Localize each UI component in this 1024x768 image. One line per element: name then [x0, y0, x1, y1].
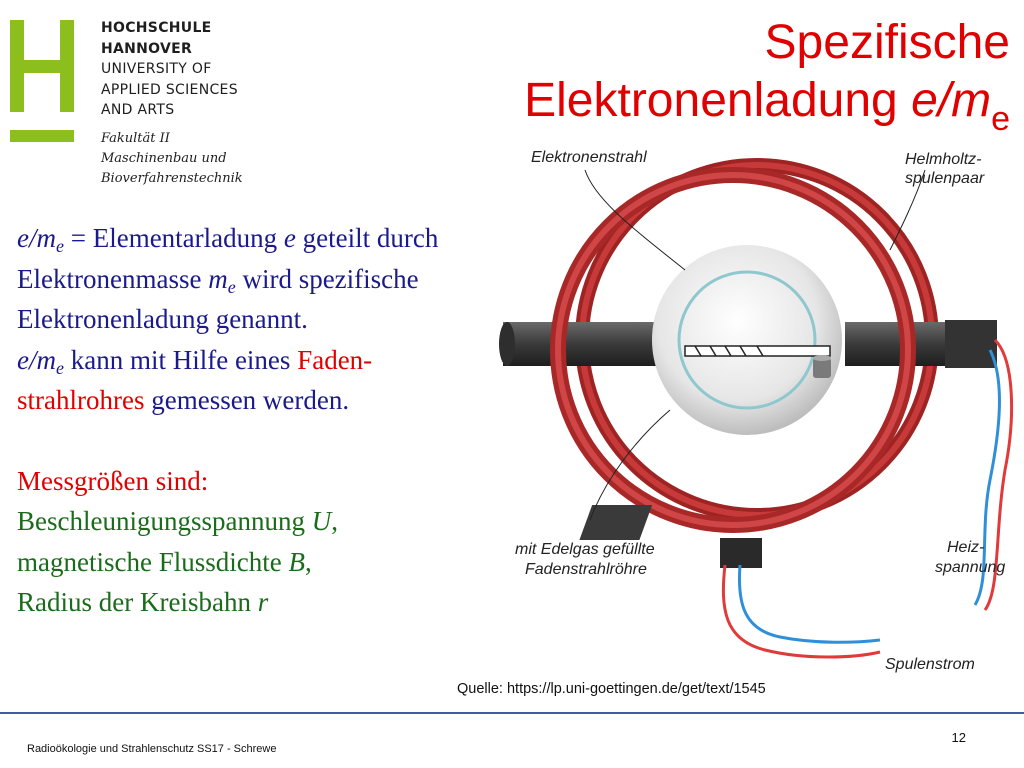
formula: e/m [17, 223, 56, 253]
symbol-r: r [257, 587, 269, 617]
uni-line: APPLIED SCIENCES [101, 81, 238, 98]
highlight-tube: Faden-strahlrohres [17, 344, 373, 415]
title-prefix: Elektronenladung [524, 74, 912, 127]
uni-line: HOCHSCHULE [101, 20, 212, 36]
footer-text: Radioökologie und Strahlenschutz SS17 - Schrewe [27, 743, 277, 755]
apparatus-illustration [495, 140, 1024, 680]
text: magnetische Flussdichte [17, 546, 289, 577]
title-formula: e/m [911, 74, 992, 127]
faculty-name [101, 129, 243, 189]
text: gemessen werden. [144, 385, 350, 415]
title-formula-sub: e [991, 100, 1010, 138]
label-tube-1: mit Edelgas gefüllte [515, 541, 655, 558]
symbol-m: m [208, 263, 228, 294]
uni-line: HANNOVER [101, 40, 193, 57]
label-helmholtz-2: spulenpaar [905, 170, 985, 187]
label-heiz-1: Heiz- [947, 539, 985, 556]
formula-sub: e [55, 357, 64, 378]
symbol-m-sub: e [227, 276, 236, 297]
paragraph-definition [17, 218, 487, 340]
label-tube-2: Fadenstrahlröhre [525, 561, 647, 578]
formula: e/m [17, 344, 56, 375]
text: geteilt durch Elektronenmasse [17, 223, 439, 294]
uni-line: AND ARTS [101, 102, 175, 118]
text: , [331, 506, 338, 536]
faculty-line: Fakultät II [101, 131, 170, 146]
rod-left [503, 322, 663, 366]
symbol-U: U [311, 506, 332, 536]
text: Beschleunigungsspannung [17, 506, 312, 536]
label-helmholtz-1: Helmholtz- [905, 151, 982, 168]
symbol-e: e [283, 223, 296, 253]
text: wird spezifische Elektronenladung genannt. [17, 263, 419, 334]
faculty-line: Bioverfahrenstechnik [101, 171, 243, 186]
label-coil-current: Spulenstrom [885, 656, 975, 673]
label-heiz-2: spannung [935, 559, 1006, 576]
label-electron-beam: Elektronenstrahl [531, 149, 647, 166]
university-logo-icon [10, 20, 76, 145]
footer-divider [0, 712, 1024, 714]
page-number: 12 [951, 730, 966, 745]
text: Radius der Kreisbahn [17, 587, 258, 617]
source-citation: Quelle: https://lp.uni-goettingen.de/get/text/1545 [457, 681, 766, 697]
measurand-radius [17, 582, 487, 623]
text: kann mit Hilfe eines [63, 344, 298, 375]
text: = Elementarladung [63, 223, 284, 253]
title-line-2 [524, 72, 1010, 138]
faculty-line: Maschinenbau und [101, 151, 227, 166]
measurand-voltage [17, 501, 487, 542]
text: , [304, 546, 312, 577]
formula-sub: e [55, 236, 64, 256]
measurand-flux [17, 542, 487, 583]
university-name [101, 18, 238, 121]
stand [579, 505, 652, 540]
paragraph-measurement [17, 340, 487, 421]
title-line-1: Spezifische [764, 16, 1010, 69]
symbol-B: B [288, 546, 305, 577]
slide-title [524, 14, 1010, 138]
uni-line: UNIVERSITY OF [101, 61, 212, 77]
measurands-heading: Messgrößen sind: [17, 465, 209, 496]
body-text [17, 218, 487, 623]
fine-beam-tube-diagram [495, 140, 1024, 680]
